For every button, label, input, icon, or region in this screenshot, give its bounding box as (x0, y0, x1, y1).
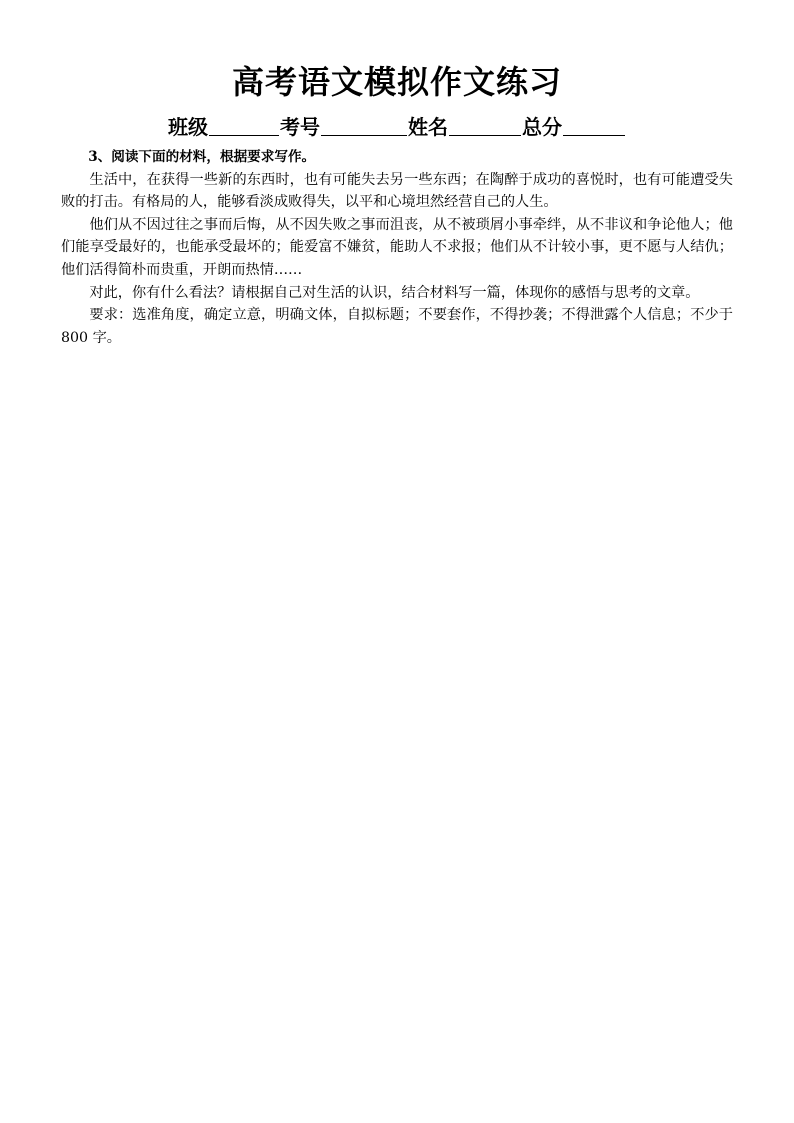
exam-number-blank[interactable] (321, 115, 407, 136)
exam-number-label: 考号 (280, 115, 320, 139)
material-paragraph-2: 他们从不因过往之事而后悔，从不因失败之事而沮丧，从不被琐屑小事牵绊，从不非议和争论他人；他们能享受最好的，也能承受最坏的；能爱富不嫌贫，能助人不求报；他们从不计较小事，更不愿与人结仇；他们活得简朴而贵重，开朗而热情…… (61, 216, 733, 278)
total-score-label: 总分 (522, 115, 562, 139)
prompt-paragraph: 对此，你有什么看法？请根据自己对生活的认识，结合材料写一篇，体现你的感悟与思考的文章。 (89, 284, 700, 301)
total-score-blank[interactable] (563, 115, 625, 136)
page-title: 高考语文模拟作文练习 (231, 63, 562, 101)
material-paragraph-1: 生活中，在获得一些新的东西时，也有可能失去另一些东西；在陶醉于成功的喜悦时，也有可能遭受失败的打击。有格局的人，能够看淡成败得失，以平和心境坦然经营自己的人生。 (61, 171, 733, 211)
class-blank[interactable] (209, 115, 279, 136)
question-heading: 3、阅读下面的材料，根据要求写作。 (88, 149, 316, 165)
name-label: 姓名 (408, 115, 448, 139)
class-label: 班级 (168, 115, 208, 139)
name-blank[interactable] (449, 115, 521, 136)
student-info-line (0, 113, 794, 141)
question-content (61, 146, 733, 349)
requirements-paragraph: 要求：选准角度，确定立意，明确文体，自拟标题；不要套作，不得抄袭；不得泄露个人信息；不少于 800 字。 (61, 307, 733, 346)
